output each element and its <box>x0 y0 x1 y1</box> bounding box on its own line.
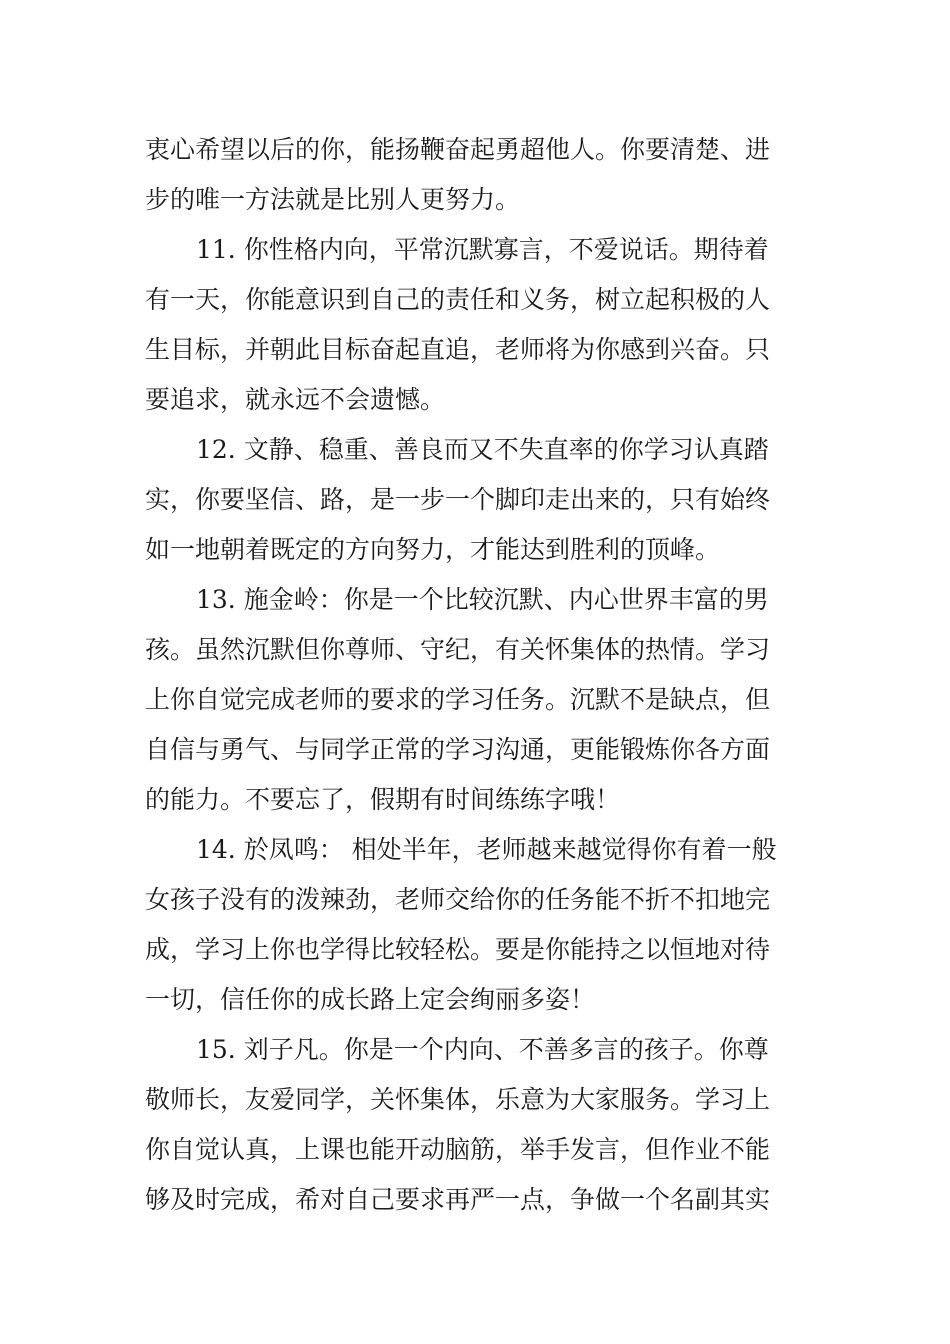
text-line <box>0 475 950 525</box>
line-text: 成，学习上你也学得比较轻松。要是你能持之以恒地对待 <box>145 935 771 964</box>
line-text: 如一地朝着既定的方向努力，才能达到胜利的顶峰。 <box>145 535 721 564</box>
line-text: 你自觉认真，上课也能开动脑筋，举手发言，但作业不能 <box>145 1135 771 1164</box>
line-text: 的能力。不要忘了，假期有时间练练字哦！ <box>145 785 621 814</box>
line-text: 一切，信任你的成长路上定会绚丽多姿！ <box>145 985 596 1014</box>
line-text: 自信与勇气、与同学正常的学习沟通，更能锻炼你各方面 <box>145 735 771 764</box>
line-text: 孩。虽然沉默但你尊师、守纪，有关怀集体的热情。学习 <box>145 635 771 664</box>
paragraph-start-line <box>0 425 950 475</box>
line-text: 13. 施金岭：你是一个比较沉默、内心世界丰富的男 <box>196 585 769 614</box>
line-text: 12. 文静、稳重、善良而又不失直率的你学习认真踏 <box>196 435 769 464</box>
line-text: 敬师长，友爱同学，关怀集体，乐意为大家服务。学习上 <box>145 1085 771 1114</box>
text-line <box>0 1125 950 1175</box>
line-text: 上你自觉完成老师的要求的学习任务。沉默不是缺点，但 <box>145 685 771 714</box>
line-text: 够及时完成，希对自己要求再严一点，争做一个名副其实 <box>145 1185 771 1214</box>
line-text: 生目标，并朝此目标奋起直追，老师将为你感到兴奋。只 <box>145 335 771 364</box>
line-text: 14. 於凤鸣： 相处半年，老师越来越觉得你有着一般 <box>196 835 777 864</box>
line-text: 要追求，就永远不会遗憾。 <box>145 385 446 414</box>
text-line <box>0 725 950 775</box>
paragraph-start-line <box>0 225 950 275</box>
line-text: 11. 你性格内向，平常沉默寡言，不爱说话。期待着 <box>196 235 769 264</box>
text-line <box>0 525 950 575</box>
text-line <box>0 125 950 175</box>
text-line <box>0 675 950 725</box>
paragraph-start-line <box>0 575 950 625</box>
text-line <box>0 975 950 1025</box>
paragraph-start-line <box>0 1025 950 1075</box>
paragraph-start-line <box>0 825 950 875</box>
line-text: 衷心希望以后的你，能扬鞭奋起勇超他人。你要清楚、进 <box>145 135 771 164</box>
line-text: 有一天，你能意识到自己的责任和义务，树立起积极的人 <box>145 285 771 314</box>
line-text: 15. 刘子凡。你是一个内向、不善多言的孩子。你尊 <box>196 1035 769 1064</box>
line-text: 女孩子没有的泼辣劲，老师交给你的任务能不折不扣地完 <box>145 885 771 914</box>
text-line <box>0 775 950 825</box>
text-line <box>0 925 950 975</box>
line-text: 步的唯一方法就是比别人更努力。 <box>145 185 521 214</box>
text-line <box>0 375 950 425</box>
text-line <box>0 1075 950 1125</box>
line-text: 实，你要坚信、路，是一步一个脚印走出来的，只有始终 <box>145 485 771 514</box>
text-line <box>0 275 950 325</box>
text-line <box>0 625 950 675</box>
text-line <box>0 325 950 375</box>
text-line <box>0 875 950 925</box>
text-line <box>0 1175 950 1225</box>
text-line <box>0 175 950 225</box>
